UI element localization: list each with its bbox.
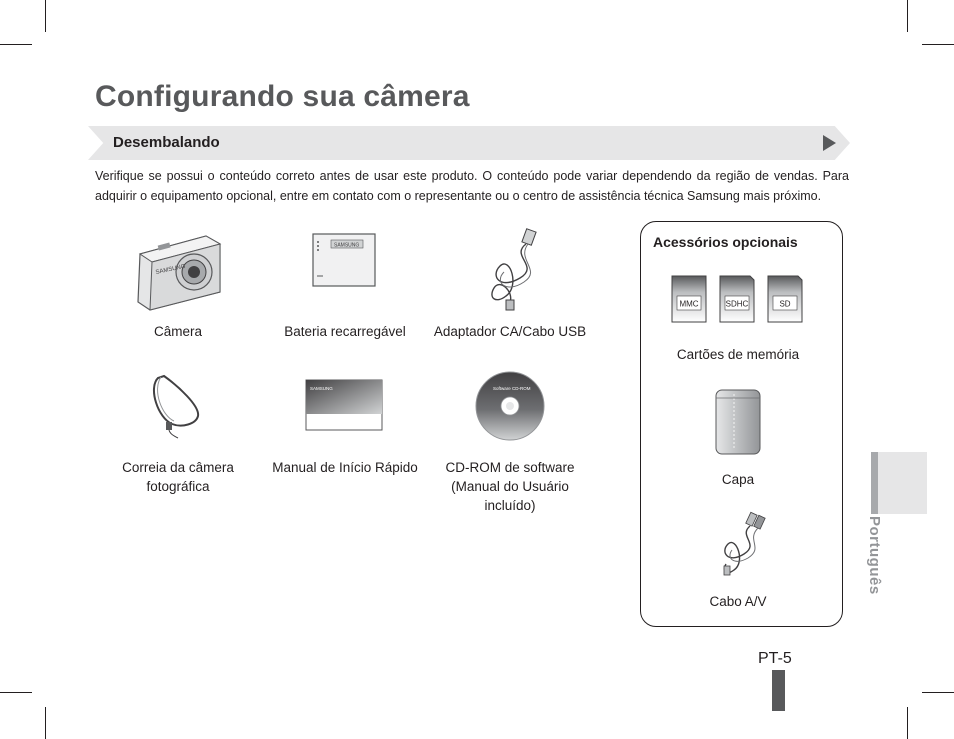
crop-mark <box>0 44 32 45</box>
cd-label-text: Software CD-ROM <box>493 386 531 391</box>
item-label-battery: Bateria recarregável <box>284 324 406 339</box>
usb-cable-icon <box>470 226 550 316</box>
crop-mark <box>907 0 908 32</box>
item-label-cdrom-3: incluído) <box>484 498 536 513</box>
crop-mark <box>45 0 46 32</box>
manual-booklet-icon <box>300 368 390 440</box>
item-adapter <box>425 226 595 341</box>
card-label-sd: SD <box>779 299 791 309</box>
item-label-adapter: Adaptador CA/Cabo USB <box>433 324 587 339</box>
battery-icon <box>305 226 385 316</box>
item-label-manual: Manual de Início Rápido <box>272 460 418 475</box>
page-title: Configurando sua câmera <box>95 80 470 113</box>
intro-paragraph: Verifique se possui o conteúdo correto antes de usar este produto. O conteúdo pode variar dependendo da região de vendas. Para adquirir o equipamento opcional, entre em contato com o representante ou o centro de assistência técnica Samsung mais próximo. <box>95 169 849 203</box>
label-av-cable: Cabo A/V <box>709 594 767 609</box>
camera-icon <box>128 226 228 316</box>
crop-mark <box>922 692 954 693</box>
label-memory-cards: Cartões de memória <box>676 347 800 362</box>
camera-case-icon <box>712 386 764 458</box>
crop-mark <box>0 692 32 693</box>
section-title: Desembalando <box>113 134 220 151</box>
manual-brand-mark: SAMSUNG <box>310 386 333 391</box>
language-tab <box>871 452 927 514</box>
av-cable-icon <box>710 510 770 580</box>
item-strap <box>110 368 246 496</box>
optional-accessories-title: Acessórios opcionais <box>653 234 798 250</box>
label-case: Capa <box>721 472 755 487</box>
page-marker-bar <box>772 670 785 711</box>
language-tab-accent <box>871 452 878 514</box>
arrow-right-icon <box>823 135 836 151</box>
crop-mark <box>45 707 46 739</box>
camera-brand-mark: SAMSUNG <box>155 263 187 276</box>
item-label-cdrom-1: CD-ROM de software <box>445 460 575 475</box>
item-manual <box>262 368 428 477</box>
card-label-sdhc: SDHC <box>725 299 749 309</box>
item-label-strap-1: Correia da câmera <box>122 460 234 475</box>
item-battery <box>270 226 420 341</box>
item-cdrom <box>430 368 590 515</box>
memory-cards-icon <box>668 272 808 326</box>
item-label-camera: Câmera <box>153 324 202 339</box>
cd-rom-icon <box>470 368 550 442</box>
battery-brand-mark: SAMSUNG <box>334 242 360 249</box>
page-number: PT-5 <box>758 650 792 667</box>
crop-mark <box>907 707 908 739</box>
card-label-mmc: MMC <box>679 299 699 309</box>
item-label-strap-2: fotográfica <box>146 479 210 494</box>
item-camera <box>118 226 238 341</box>
wrist-strap-icon <box>138 368 218 440</box>
language-label: Português <box>866 516 883 595</box>
item-label-cdrom-2: (Manual do Usuário <box>451 479 569 494</box>
crop-mark <box>922 44 954 45</box>
